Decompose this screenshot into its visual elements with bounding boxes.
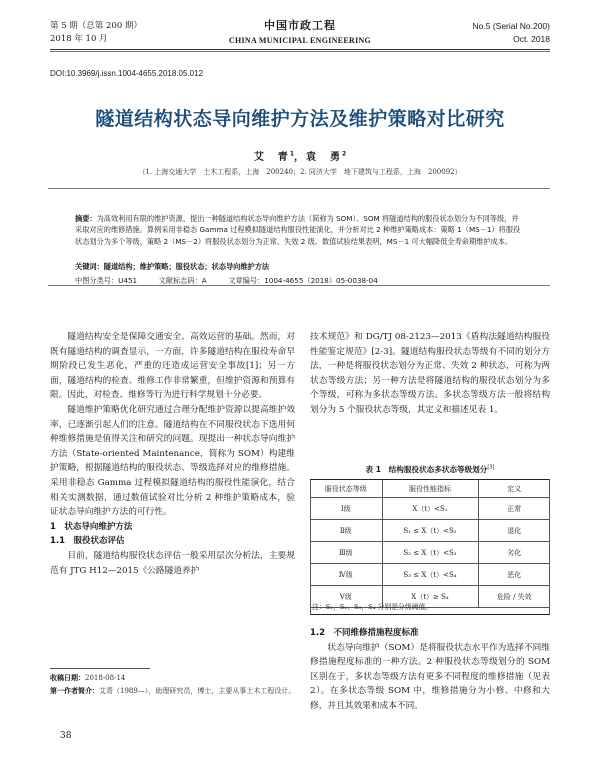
table-cell: Ⅲ级 <box>310 542 382 564</box>
header-right <box>473 20 550 46</box>
table-cell: 退化 <box>478 520 550 542</box>
table-cell: S₂ ≤ X（t）<S₃ <box>382 542 478 564</box>
table-cell: Ⅰ级 <box>310 498 382 520</box>
table-cell: Ⅴ级 <box>310 586 382 608</box>
table-row <box>310 498 550 520</box>
journal-name-en: CHINA MUNICIPAL ENGINEERING <box>228 36 372 45</box>
issue-number: 第 5 期（总第 200 期） <box>50 21 142 31</box>
author-bio-label: 第一作者简介： <box>50 687 99 695</box>
table-cell: 恶化 <box>478 564 550 586</box>
section-heading: 1 状态导向维护方法 <box>50 521 133 532</box>
paragraph: 目前，隧道结构服役状态评估一般采用层次分析法，主要规范有 JTG H12—2015《公路隧道养护 <box>50 550 295 576</box>
table-cell: S₁ ≤ X（t）<S₂ <box>382 520 478 542</box>
author-bio-text: 艾青（1989—），助理研究员，博士，主要从事土木工程设计。 <box>99 687 296 695</box>
footnote <box>50 672 300 698</box>
right-column-lower <box>310 626 550 714</box>
paragraph: 状态导向维护（SOM）是将服役状态水平作为选择不同维修措施程度标准的一种方法。2 种服役状态等级划分的 SOM 区别在于，多状态等级方法有更多不同程度的维修措施（见表 2）。在多状态等级 SOM 中，维修措施分为小修、中修和大修，并且其效果和成本不同。 <box>310 642 550 711</box>
left-column <box>50 330 295 578</box>
classification: 中图分类号：U451 文献标志码：A 文章编号：1004-4655（2018）05-0038-04 <box>75 276 378 285</box>
abstract-text: 为高效利用有限的维护资源，提出一种隧道结构状态导向维护方法（简称为 SOM）。SOM 将隧道结构的服役状态划分为不同等级，并采取对应的维修措施。算例采用非稳态 Gamma 过程模拟隧道结构服役性能演化，并分析对比 2 种维护策略成本：策略 1（MS－1）将服役状态划分为多个等级，策略 2（MS－2）将服役状态划分为正常、失效 2 级。数值试验结果表明，MS－1 可大幅降低全寿命期维护成本。 <box>75 214 521 246</box>
header-rule-thin <box>50 51 550 52</box>
table-title <box>310 464 550 475</box>
paragraph: 隧道结构安全是保障交通安全、高效运营的基础。然而，对既有隧道结构的调查显示，一方面，许多隧道结构在服役寿命早期阶段已发生恶化，严重的还造成运营安全事故[1]；另一方面，隧道结构的检查、维修工作非常繁重，但维护资源和预算有限。因此，对检查、维修等行为进行科学规划十分必要。 <box>50 332 295 401</box>
table-cell: 劣化 <box>478 542 550 564</box>
paragraph: 技术规范》和 DG/TJ 08-2123—2013《盾构法隧道结构服役性能鉴定规范》[2-3]。隧道结构服役状态等级有不同的划分方法，一种是将服役状态划分为正常、失效 2 种状态，可称为两状态等级方法；另一种方法是将隧道结构的服役状态划分为多个等级，可称为多状态等级方法。多状态等级方法一般将结构划分为 5 个服役状态等级，其定义和描述见表 1。 <box>310 332 550 415</box>
table-header: 服役性能指标 <box>382 480 478 498</box>
table-cell: 正常 <box>478 498 550 520</box>
paper-title: 隧道结构状态导向维护方法及维护策略对比研究 <box>95 108 505 130</box>
table-row <box>310 520 550 542</box>
paragraph: 隧道维护策略优化研究通过合理分配维护资源以提高维护效率，已逐渐引起人们的注意。隧道结构在不同服役状态下选用何种维修措施是值得关注和研究的问题。现提出一种状态导向维护方法（State-oriented Maintenance，简称为 SOM）构建维护策略，根据隧道结构的服役状态、等级选择对应的维修措施。采用非稳态 Gamma 过程模拟隧道结构的服役性能演化，结合相关实测数据，通过数值试验对比分析 2 种维护策略成本，验证状态导向维护方法的可行性。 <box>50 404 295 518</box>
table-cell: X（t）<S₁ <box>382 498 478 520</box>
issue-date-en: Oct. 2018 <box>513 34 550 44</box>
page-number: 38 <box>60 731 72 741</box>
keywords: 关键词：隧道结构；维护策略；服役状态；状态导向维护方法 <box>75 262 270 271</box>
table-cell: X（t）≥ S₄ <box>382 586 478 608</box>
footnote-rule <box>50 668 150 669</box>
table-title-text: 表 1 结构服役状态多状态等级划分 <box>365 465 488 474</box>
table-note: 注：S₁，S₂，S₃，S₄ 分别是分级阈值。 <box>312 603 433 611</box>
state-grade-table <box>310 479 550 608</box>
author-line <box>0 148 600 163</box>
author-2: 袁 勇 <box>306 152 342 163</box>
right-column <box>310 330 550 418</box>
table-row <box>310 564 550 586</box>
issue-date: 2018 年 10 月 <box>50 34 108 44</box>
table-header-row <box>310 480 550 498</box>
table-row <box>310 542 550 564</box>
table-title-ref: [3] <box>487 464 495 471</box>
author-1: 艾 青 <box>253 152 290 163</box>
table-cell: Ⅱ级 <box>310 520 382 542</box>
table-header: 服役状态等级 <box>310 480 382 498</box>
affiliation: （1. 上海交通大学 土木工程系，上海 200240；2. 同济大学 地下建筑与工程系，上海 200092） <box>138 168 462 176</box>
table-cell: Ⅳ级 <box>310 564 382 586</box>
author-1-affil: 1 <box>289 150 294 158</box>
doi: DOI:10.3969/j.issn.1004-4655.2018.05.012 <box>50 69 204 78</box>
received-value: 2018-08-14 <box>85 674 126 682</box>
abstract <box>75 213 525 247</box>
received-date <box>50 672 300 685</box>
author-2-affil: 2 <box>342 150 347 158</box>
author-bio <box>50 685 300 698</box>
issue-number-en: No.5 (Serial No.200) <box>472 21 550 31</box>
received-label: 收稿日期： <box>50 674 85 682</box>
subsection-heading: 1.2 不同维修措施程度标准 <box>310 628 419 638</box>
subsection-heading: 1.1 服役状态评估 <box>50 536 125 547</box>
author-separator: ， <box>294 152 306 163</box>
header-rule <box>50 49 550 50</box>
table-cell: 危险 / 失效 <box>478 586 550 608</box>
table-header: 定义 <box>478 480 550 498</box>
table-cell: S₃ ≤ X（t）<S₄ <box>382 564 478 586</box>
journal-logo: 中国市政工程 <box>264 19 336 32</box>
abstract-label: 摘要： <box>75 214 97 223</box>
